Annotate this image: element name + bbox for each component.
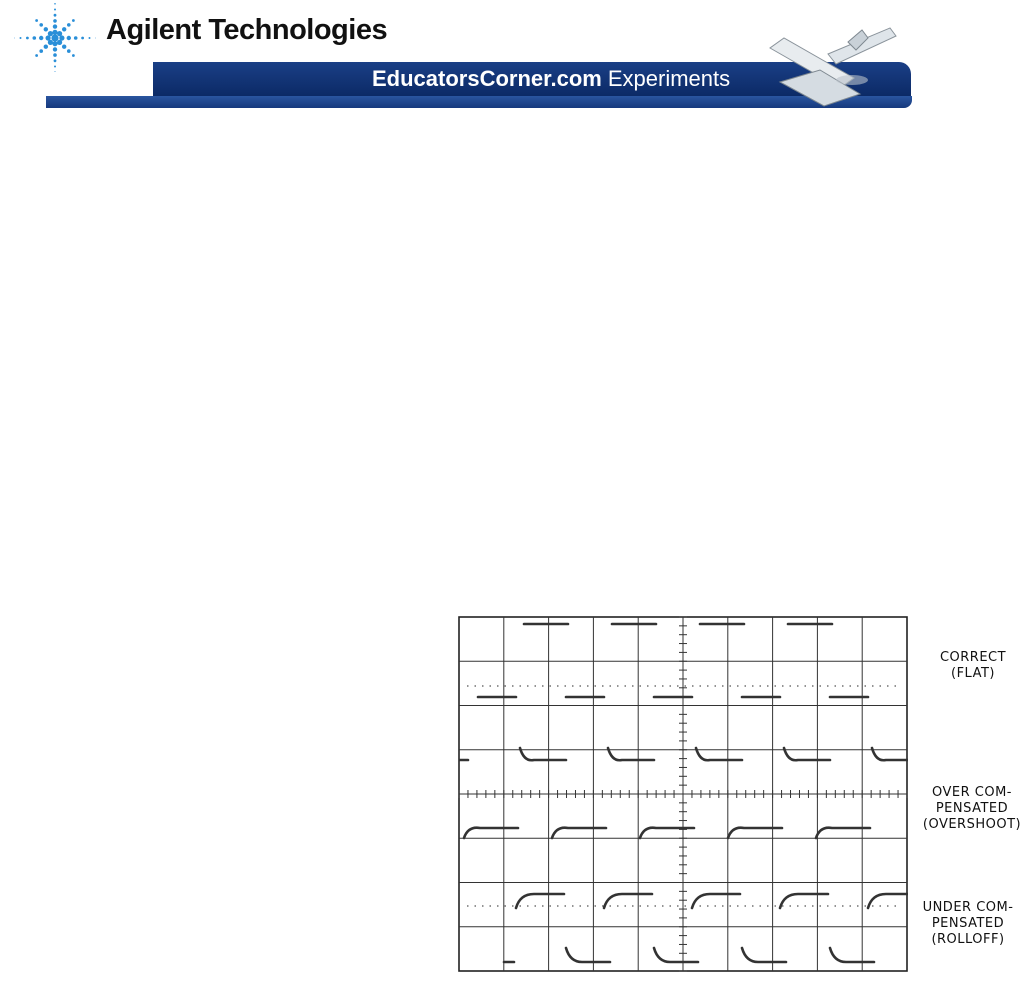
label-over-compensated: OVER COM- PENSATED (OVERSHOOT) — [922, 785, 1022, 832]
agilent-spark-icon — [14, 2, 96, 72]
brand-name: Agilent Technologies — [106, 14, 388, 46]
label-correct: CORRECT (FLAT) — [939, 650, 1007, 681]
oscilloscope-display — [458, 616, 908, 972]
banner-section-name: Experiments — [607, 66, 731, 91]
airplane-icon — [750, 20, 900, 120]
banner-site-name[interactable]: EducatorsCorner.com — [372, 66, 602, 91]
label-under-compensated: UNDER COM- PENSATED (ROLLOFF) — [922, 900, 1014, 947]
banner-title — [372, 66, 730, 92]
